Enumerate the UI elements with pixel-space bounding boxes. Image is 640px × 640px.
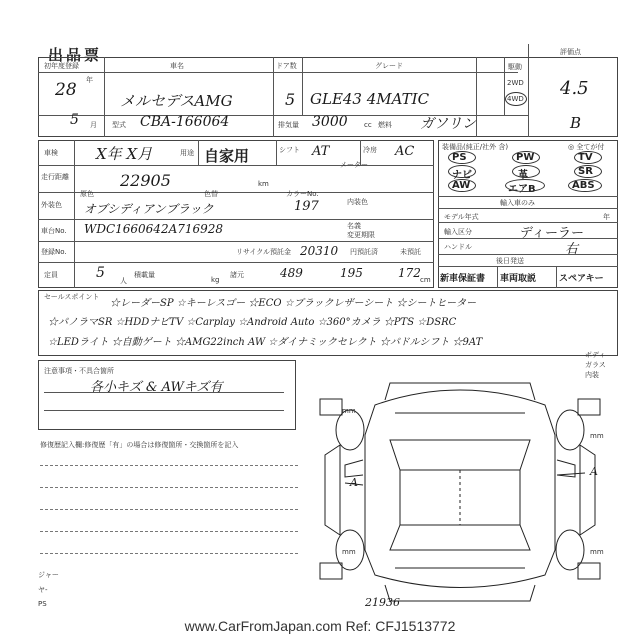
first-reg-month: 5 <box>70 112 79 128</box>
owner-label: 名義 <box>347 222 361 230</box>
extras-label: 後日発送 <box>496 257 524 265</box>
extra-warranty: 新車保証書 <box>440 274 486 284</box>
grade-label: グレード <box>375 62 403 70</box>
sales-points-line2: ☆パノラマSR ☆HDDナビTV ☆Carplay ☆Android Auto ☆360°カメラ ☆PTS ☆DSRC <box>48 317 457 328</box>
equip-pw: PW <box>516 152 535 163</box>
vin-value: WDC1660642A716928 <box>84 222 224 236</box>
model-code-label: 型式 <box>112 121 126 129</box>
import-only-label: 輸入車のみ <box>500 199 535 207</box>
month-unit: 月 <box>90 121 97 129</box>
recycle-paid-label: 円預託済 <box>350 248 378 256</box>
import-type-label: 輸入区分 <box>444 228 472 236</box>
car-name-value: メルセデスAMG <box>120 92 233 110</box>
owner-sub-label: 変更期限 <box>347 231 375 239</box>
length-value: 489 <box>280 266 303 280</box>
tire-unit-fr: mm <box>590 432 604 440</box>
extra-manual: 車両取説 <box>500 274 537 284</box>
handle-value: 右 <box>565 242 579 257</box>
displacement-value: 3000 <box>312 114 348 130</box>
tire-unit-rr: mm <box>590 548 604 556</box>
sales-points-line3: ☆LEDライト ☆自動ゲート ☆AMG22inch AW ☆ダイナミックセレクト ☆パドルシフト ☆9AT <box>48 337 483 348</box>
ac-label: 冷房 <box>363 146 377 154</box>
tire-unit-fl: mm <box>342 407 356 415</box>
sales-points-label: セールスポイント <box>44 293 100 301</box>
mileage-value: 22905 <box>120 171 171 190</box>
equipment-title: 装備品(純正/社外 含) <box>442 143 509 151</box>
equip-leather: 革 <box>518 170 528 181</box>
displacement-unit: cc <box>364 121 372 129</box>
registration-label: 登録No. <box>41 248 67 256</box>
model-year-unit: 年 <box>603 213 610 221</box>
equip-airbag: エアB <box>508 184 536 195</box>
width-value: 195 <box>340 266 363 280</box>
door-count-value: 5 <box>285 90 296 109</box>
handle-label: ハンドル <box>444 243 472 251</box>
exterior-value: オブシディアンブラック <box>84 202 214 216</box>
drive-2wd: 2WD <box>507 79 524 87</box>
bottom-label-1: ジャー <box>38 571 59 579</box>
score-label: 評価点 <box>560 48 581 56</box>
notes-label: 注意事項・不具合箇所 <box>44 367 114 375</box>
bottom-label-3: PS <box>38 600 47 608</box>
right-label-glass: ガラス <box>585 361 606 369</box>
color-change-label: 色替 <box>204 190 218 198</box>
equip-tv: TV <box>578 152 593 163</box>
import-type-value: ディーラー <box>520 226 584 241</box>
drive-4wd: 4WD <box>507 95 524 103</box>
right-label-interior: 内装 <box>585 371 599 379</box>
extra-spare-key: スペアキー <box>559 274 604 284</box>
first-reg-era: 28 <box>55 80 77 100</box>
equipment-note: ◎ 全てが付 <box>568 143 605 151</box>
sheet-title: 出品票 <box>48 46 103 64</box>
seats-value: 5 <box>96 265 105 281</box>
model-year-label: モデル年式 <box>444 213 479 221</box>
seats-label: 定員 <box>44 271 58 279</box>
ac-value: AC <box>395 144 415 159</box>
usage-label: 用途 <box>180 149 194 157</box>
inspection-label: 車検 <box>44 149 58 157</box>
model-code-value: CBA-166064 <box>140 114 230 130</box>
size-unit: cm <box>420 276 431 284</box>
equip-abs: ABS <box>572 180 595 191</box>
score-value: 4.5 <box>560 78 589 99</box>
usage-value: 自家用 <box>204 147 250 165</box>
recycle-label: リサイクル預託金 <box>236 248 292 256</box>
drive-label: 駆動 <box>508 63 522 71</box>
meter-label: メーター <box>340 161 368 169</box>
height-value: 172 <box>398 266 421 280</box>
fuel-label: 燃料 <box>378 121 392 129</box>
displacement-label: 排気量 <box>278 121 299 129</box>
seats-unit: 人 <box>120 277 127 285</box>
color-no-value: 197 <box>294 199 319 214</box>
footer-reference: www.CarFromJapan.com Ref: CFJ1513772 <box>184 618 456 634</box>
car-damage-diagram <box>305 365 615 615</box>
recycle-unpaid-label: 未預託 <box>400 248 421 256</box>
load-label: 積載量 <box>134 271 155 279</box>
equip-navi: ナビ <box>452 170 472 181</box>
year-unit: 年 <box>86 76 93 84</box>
equip-aw: AW <box>452 180 471 191</box>
right-label-body: ボディ <box>585 351 606 359</box>
mileage-unit: km <box>258 180 269 188</box>
interior-color-label: 内装色 <box>347 198 368 206</box>
exterior-label: 外装色 <box>41 201 62 209</box>
recycle-value: 20310 <box>300 244 339 258</box>
tire-unit-rl: mm <box>342 548 356 556</box>
damage-mark-left: A <box>350 476 358 489</box>
bottom-label-2: ヤ- <box>38 586 48 594</box>
notes-value: 各小キズ & AWキズ有 <box>90 380 223 395</box>
shift-value: AT <box>312 144 330 159</box>
sales-points-line1: ☆レーダーSP ☆キーレスゴー ☆ECO ☆ブラックレザーシート ☆シートヒーター <box>110 298 477 309</box>
originality-label: 原色 <box>80 190 94 198</box>
interior-score-value: B <box>570 114 582 132</box>
first-registration-label: 初年度登録 <box>44 62 79 70</box>
stamp-number: 21936 <box>365 596 400 609</box>
door-count-label: ドア数 <box>276 62 297 70</box>
grade-value: GLE43 4MATIC <box>310 90 430 108</box>
damage-mark-right: A <box>590 465 598 478</box>
equip-ps: PS <box>452 152 467 163</box>
color-no-label: カラーNo. <box>286 190 319 198</box>
mileage-label: 走行距離 <box>41 173 69 181</box>
size-label: 諸元 <box>230 271 244 279</box>
vin-label: 車台No. <box>41 227 67 235</box>
shift-label: シフト <box>279 146 300 154</box>
inspection-value: X年 X月 <box>96 145 153 163</box>
car-name-label: 車名 <box>170 62 184 70</box>
fuel-value: ガソリン <box>420 116 476 132</box>
repair-history-label: 修復歴記入欄:修復歴「有」の場合は修復箇所・交換箇所を記入 <box>40 441 239 449</box>
load-unit: kg <box>211 276 220 284</box>
equip-sr: SR <box>578 166 593 177</box>
